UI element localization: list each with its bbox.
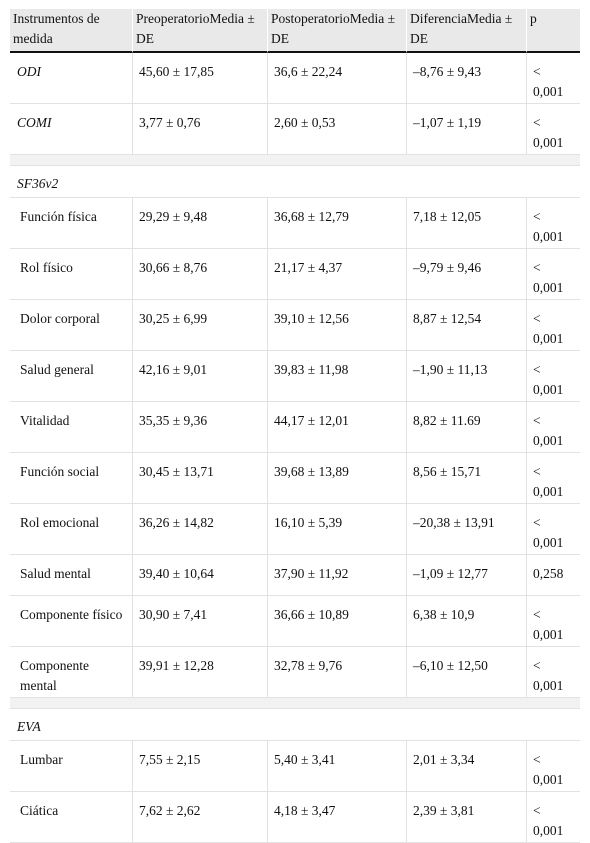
cell-diff: –1,09 ± 12,77	[407, 555, 527, 596]
cell-p: < 0,001	[527, 249, 580, 300]
cell-diff: 8,87 ± 12,54	[407, 300, 527, 351]
table-row	[10, 198, 580, 249]
cell-pre: 30,90 ± 7,41	[133, 596, 268, 647]
section-spacer	[10, 698, 580, 709]
table-row	[10, 453, 580, 504]
cell-post: 44,17 ± 12,01	[268, 402, 407, 453]
row-label: Salud general	[10, 351, 133, 402]
cell-diff: 2,39 ± 3,81	[407, 792, 527, 843]
cell-p: 0,258	[527, 555, 580, 596]
cell-post: 39,83 ± 11,98	[268, 351, 407, 402]
cell-pre: 3,77 ± 0,76	[133, 104, 268, 155]
header-p: p	[527, 9, 580, 53]
cell-diff: –9,79 ± 9,46	[407, 249, 527, 300]
row-label: Salud mental	[10, 555, 133, 596]
cell-p: < 0,001	[527, 504, 580, 555]
section-spacer	[10, 155, 580, 166]
row-label: Rol emocional	[10, 504, 133, 555]
cell-p: < 0,001	[527, 741, 580, 792]
cell-diff: 2,01 ± 3,34	[407, 741, 527, 792]
cell-pre: 29,29 ± 9,48	[133, 198, 268, 249]
cell-diff: 8,56 ± 15,71	[407, 453, 527, 504]
table-row	[10, 741, 580, 792]
cell-post: 16,10 ± 5,39	[268, 504, 407, 555]
table-row	[10, 555, 580, 596]
cell-post: 36,68 ± 12,79	[268, 198, 407, 249]
cell-pre: 39,91 ± 12,28	[133, 647, 268, 698]
cell-post: 36,6 ± 22,24	[268, 53, 407, 104]
cell-diff: –20,38 ± 13,91	[407, 504, 527, 555]
table-row	[10, 402, 580, 453]
header-postop: PostoperatorioMedia ± DE	[268, 9, 407, 53]
cell-post: 5,40 ± 3,41	[268, 741, 407, 792]
cell-post: 4,18 ± 3,47	[268, 792, 407, 843]
header-difference: DiferenciaMedia ± DE	[407, 9, 527, 53]
table-row	[10, 647, 580, 698]
header-instrument: Instrumentos de medida	[10, 9, 133, 53]
cell-diff: –8,76 ± 9,43	[407, 53, 527, 104]
cell-diff: 6,38 ± 10,9	[407, 596, 527, 647]
cell-p: < 0,001	[527, 104, 580, 155]
cell-p: < 0,001	[527, 402, 580, 453]
header-row	[10, 9, 580, 53]
cell-p: < 0,001	[527, 53, 580, 104]
table-row	[10, 300, 580, 351]
cell-diff: 7,18 ± 12,05	[407, 198, 527, 249]
results-table	[10, 9, 580, 843]
cell-pre: 7,55 ± 2,15	[133, 741, 268, 792]
cell-pre: 30,25 ± 6,99	[133, 300, 268, 351]
cell-pre: 39,40 ± 10,64	[133, 555, 268, 596]
cell-p: < 0,001	[527, 792, 580, 843]
table-row-odi	[10, 53, 580, 104]
cell-post: 21,17 ± 4,37	[268, 249, 407, 300]
row-label: Función social	[10, 453, 133, 504]
cell-p: < 0,001	[527, 647, 580, 698]
table-row	[10, 249, 580, 300]
cell-pre: 7,62 ± 2,62	[133, 792, 268, 843]
cell-post: 39,68 ± 13,89	[268, 453, 407, 504]
cell-post: 37,90 ± 11,92	[268, 555, 407, 596]
cell-p: < 0,001	[527, 453, 580, 504]
cell-post: 36,66 ± 10,89	[268, 596, 407, 647]
cell-p: < 0,001	[527, 198, 580, 249]
row-label: Componente mental	[10, 647, 133, 698]
cell-post: 39,10 ± 12,56	[268, 300, 407, 351]
cell-p: < 0,001	[527, 300, 580, 351]
table-row	[10, 351, 580, 402]
section-sf36	[10, 166, 580, 198]
section-title: EVA	[10, 709, 580, 741]
row-label: Ciática	[10, 792, 133, 843]
row-label: Lumbar	[10, 741, 133, 792]
results-table-container	[10, 9, 580, 843]
cell-pre: 36,26 ± 14,82	[133, 504, 268, 555]
row-label: Función física	[10, 198, 133, 249]
table-row	[10, 596, 580, 647]
table-row-comi	[10, 104, 580, 155]
cell-pre: 35,35 ± 9,36	[133, 402, 268, 453]
row-label: COMI	[10, 104, 133, 155]
cell-post: 2,60 ± 0,53	[268, 104, 407, 155]
cell-p: < 0,001	[527, 351, 580, 402]
cell-post: 32,78 ± 9,76	[268, 647, 407, 698]
cell-diff: –1,07 ± 1,19	[407, 104, 527, 155]
header-preop: PreoperatorioMedia ± DE	[133, 9, 268, 53]
row-label: Dolor corporal	[10, 300, 133, 351]
cell-pre: 45,60 ± 17,85	[133, 53, 268, 104]
row-label: ODI	[10, 53, 133, 104]
section-eva	[10, 709, 580, 741]
row-label: Rol físico	[10, 249, 133, 300]
cell-pre: 42,16 ± 9,01	[133, 351, 268, 402]
cell-diff: 8,82 ± 11.69	[407, 402, 527, 453]
cell-diff: –1,90 ± 11,13	[407, 351, 527, 402]
cell-pre: 30,45 ± 13,71	[133, 453, 268, 504]
cell-pre: 30,66 ± 8,76	[133, 249, 268, 300]
section-title: SF36v2	[10, 166, 580, 198]
table-row	[10, 504, 580, 555]
table-row	[10, 792, 580, 843]
cell-diff: –6,10 ± 12,50	[407, 647, 527, 698]
cell-p: < 0,001	[527, 596, 580, 647]
row-label: Componente físico	[10, 596, 133, 647]
row-label: Vitalidad	[10, 402, 133, 453]
